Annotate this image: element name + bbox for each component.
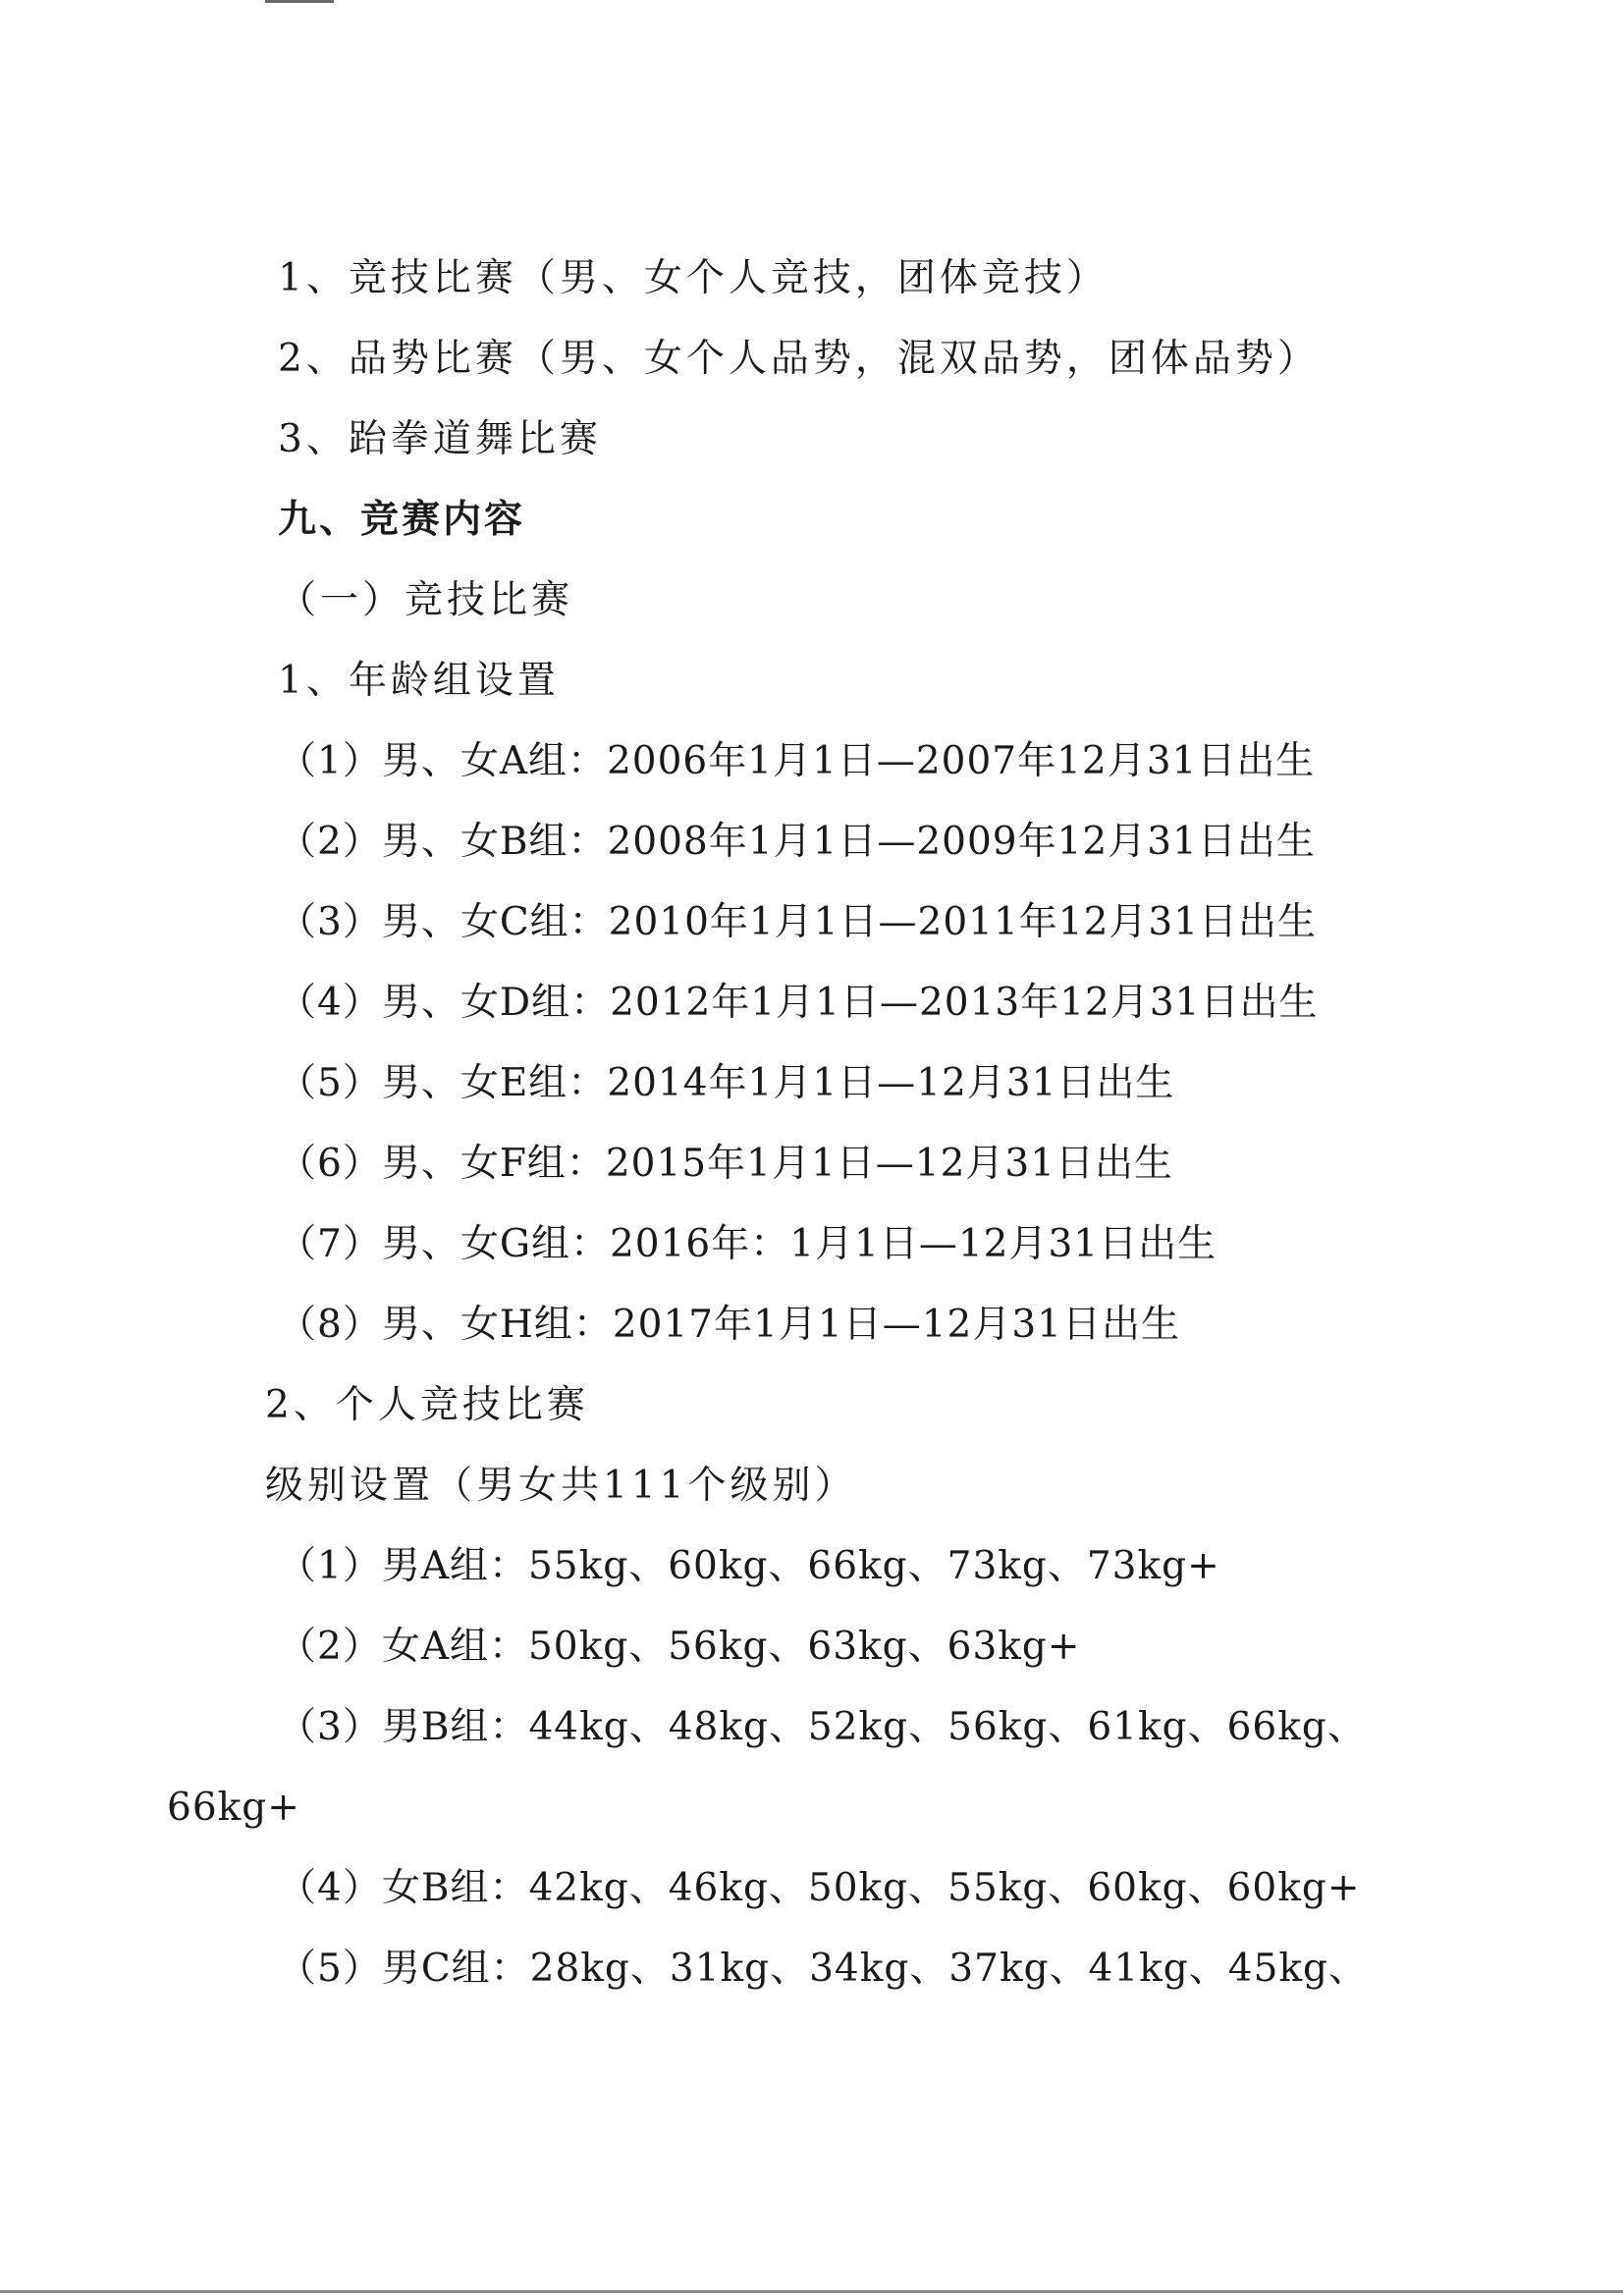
age-group-title: 1、年龄组设置 [278, 659, 560, 703]
age-group-item: （7）男、女G组：2016年：1月1日—12月31日出生 [278, 1222, 1217, 1266]
weight-class-item: （1）男A组：55kg、60kg、66kg、73kg、73kg+ [278, 1544, 1220, 1588]
age-group-item: （4）男、女D组：2012年1月1日—2013年12月31日出生 [278, 981, 1319, 1025]
weight-class-item: （5）男C组：28kg、31kg、34kg、37kg、41kg、45kg、 [278, 1947, 1368, 1991]
individual-competition-title: 2、个人竞技比赛 [265, 1383, 589, 1427]
scan-artifact-top [265, 0, 334, 3]
age-group-item: （3）男、女C组：2010年1月1日—2011年12月31日出生 [278, 900, 1318, 944]
age-group-item: （8）男、女H组：2017年1月1日—12月31日出生 [278, 1303, 1180, 1347]
weight-class-item: （4）女B组：42kg、46kg、50kg、55kg、60kg、60kg+ [278, 1866, 1361, 1910]
weight-class-item: （2）女A组：50kg、56kg、63kg、63kg+ [278, 1625, 1081, 1669]
weight-class-item: （3）男B组：44kg、48kg、52kg、56kg、61kg、66kg、 [278, 1705, 1367, 1749]
weight-class-title: 级别设置（男女共111个级别） [265, 1464, 857, 1508]
age-group-item: （6）男、女F组：2015年1月1日—12月31日出生 [278, 1142, 1174, 1186]
scan-artifact-bottom [0, 2290, 1623, 2293]
competition-item-1: 1、竞技比赛（男、女个人竞技，团体竞技） [278, 256, 1109, 300]
age-group-item: （2）男、女B组：2008年1月1日—2009年12月31日出生 [278, 820, 1316, 864]
competition-item-3: 3、跆拳道舞比赛 [278, 417, 602, 461]
age-group-item: （1）男、女A组：2006年1月1日—2007年12月31日出生 [278, 739, 1316, 783]
competition-item-2: 2、品势比赛（男、女个人品势，混双品势，团体品势） [278, 337, 1320, 381]
subsection-heading: （一）竞技比赛 [278, 578, 574, 622]
section-heading: 九、竞赛内容 [278, 498, 526, 542]
age-group-item: （5）男、女E组：2014年1月1日—12月31日出生 [278, 1061, 1175, 1105]
weight-class-continuation: 66kg+ [167, 1786, 300, 1830]
